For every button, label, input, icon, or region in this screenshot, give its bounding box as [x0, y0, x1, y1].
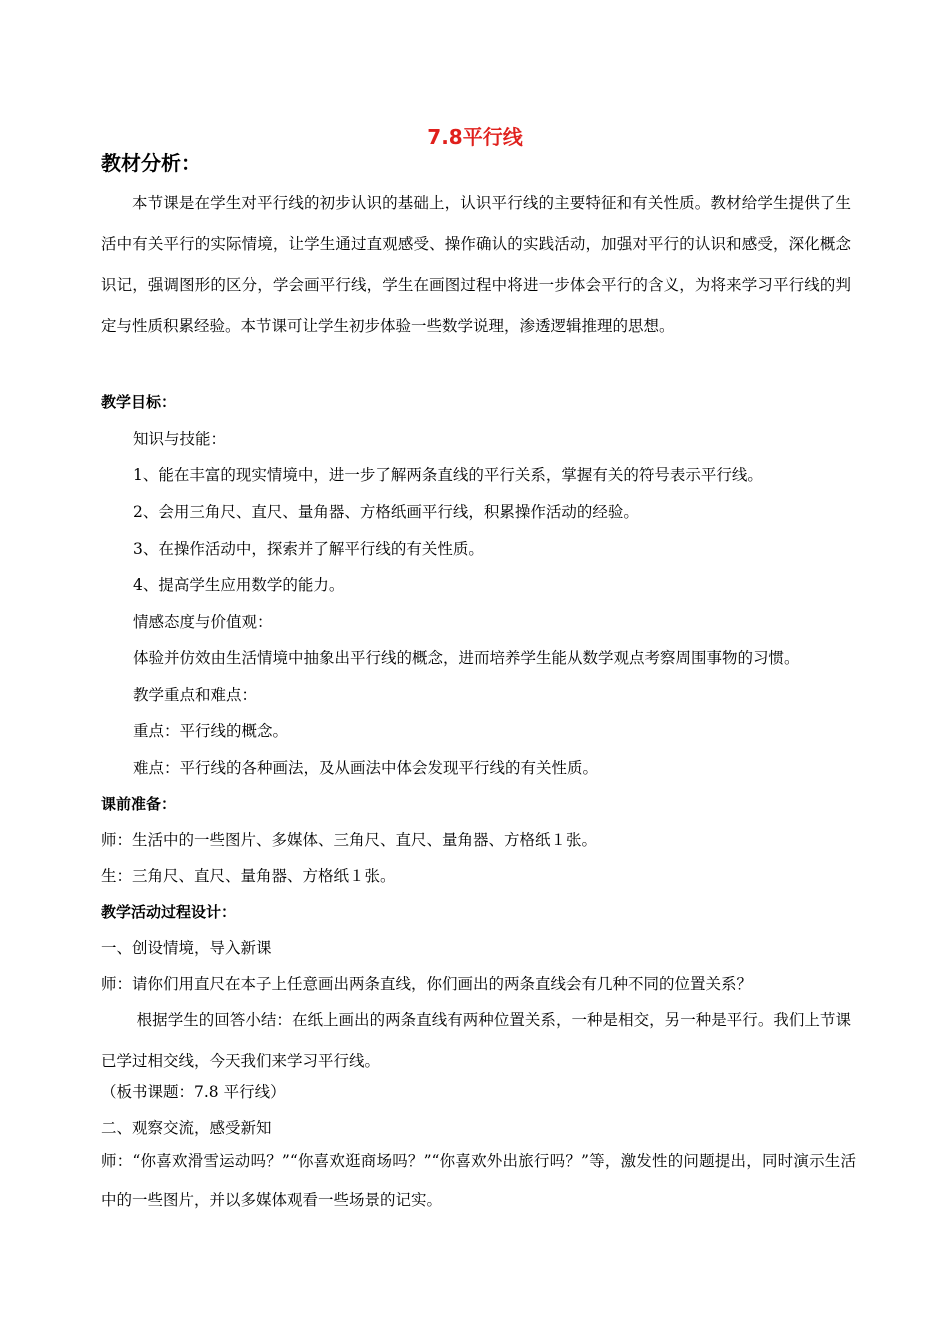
goal-item-3: 3、在操作活动中，探索并了解平行线的有关性质。: [133, 540, 484, 558]
analysis-paragraph: 本节课是在学生对平行线的初步认识的基础上，认识平行线的主要特征和有关性质。教材给学生提供了生活中有关平行的实际情境，让学生通过直观感受、操作确认的实践活动，加强对平行的认识和感受，深化概念识记，强调图形的区分，学会画平行线，学生在画图过程中将进一步体会平行的含义，为将来学习平行线的判定与性质积累经验。本节课可让学生初步体验一些数学说理，渗透逻辑推理的思想。: [101, 194, 851, 335]
step1-teacher: 师：请你们用直尺在本子上任意画出两条直线，你们画出的两条直线会有几种不同的位置关系？: [101, 975, 753, 993]
step2-title: 二、观察交流，感受新知: [101, 1119, 272, 1137]
step1-summary: 根据学生的回答小结：在纸上画出的两条直线有两种位置关系，一种是相交，另一种是平行。我们上节课已学过相交线，今天我们来学习平行线。: [101, 1011, 851, 1070]
prep-student: 生：三角尺、直尺、量角器、方格纸１张。: [101, 867, 396, 885]
key-point: 重点：平行线的概念。: [133, 722, 289, 740]
prep-teacher: 师：生活中的一些图片、多媒体、三角尺、直尺、量角器、方格纸１张。: [101, 831, 598, 849]
goal-item-2: 2、会用三角尺、直尺、量角器、方格纸画平行线，积累操作活动的经验。: [133, 503, 639, 521]
heading-preparation: 课前准备：: [101, 795, 177, 813]
step2-teacher: 师：“你喜欢滑雪运动吗？”“你喜欢逛商场吗？”“你喜欢外出旅行吗？”等，激发性的问题提出，同时演示生活中的一些图片，并以多媒体观看一些场景的记实。: [101, 1152, 856, 1209]
emotion-values-label: 情感态度与价值观：: [133, 613, 273, 631]
knowledge-skills-label: 知识与技能：: [133, 430, 227, 448]
goal-item-4: 4、提高学生应用数学的能力。: [133, 576, 345, 594]
heading-teaching-goals: 教学目标：: [101, 393, 177, 411]
board-title: （板书课题：7.8 平行线）: [101, 1083, 286, 1101]
difficult-point: 难点：平行线的各种画法，及从画法中体会发现平行线的有关性质。: [133, 759, 599, 777]
heading-textbook-analysis: 教材分析：: [101, 151, 201, 175]
document-title: 7.8平行线: [427, 125, 523, 149]
goal-item-1: 1、能在丰富的现实情境中，进一步了解两条直线的平行关系，掌握有关的符号表示平行线。: [133, 466, 763, 484]
step1-title: 一、创设情境，导入新课: [101, 939, 272, 957]
emotion-values-text: 体验并仿效由生活情境中抽象出平行线的概念，进而培养学生能从数学观点考察周围事物的习惯。: [133, 649, 800, 667]
key-difficult-label: 教学重点和难点：: [133, 686, 258, 704]
heading-activity-design: 教学活动过程设计：: [101, 903, 237, 921]
